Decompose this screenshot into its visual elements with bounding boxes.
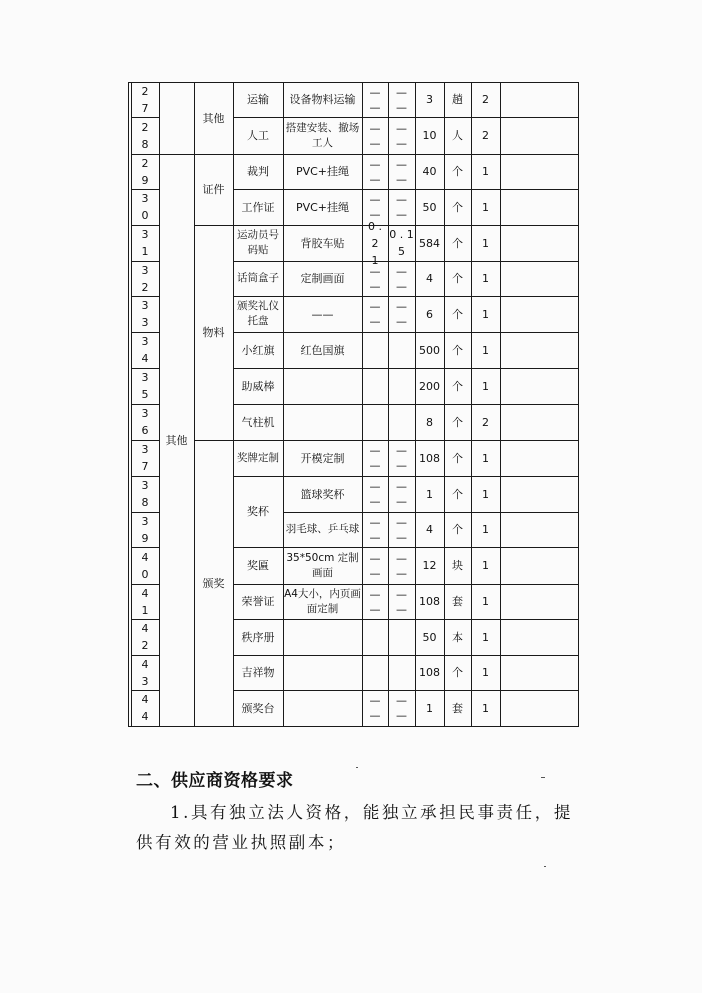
row-remark: [501, 333, 577, 367]
row-seq: 3 6: [141, 407, 149, 437]
row-unit: 块: [452, 559, 463, 572]
row-p2-dash: — —: [396, 157, 407, 186]
row-count: 1: [482, 559, 489, 572]
row-unit: 个: [452, 272, 463, 285]
row-spec: 设备物料运输: [289, 93, 356, 106]
row-count: 1: [482, 200, 489, 214]
row-p2: 0 . 1 5: [389, 228, 414, 258]
row-spec: 搭建安装、撤场工人: [285, 121, 360, 149]
row-count: 2: [482, 129, 489, 142]
row-p2-dash: — —: [396, 264, 407, 293]
row-qty: 1: [426, 487, 433, 501]
row-p1-empty: [363, 333, 387, 367]
row-spec: [284, 691, 361, 725]
table-rule: [128, 726, 579, 727]
scan-speck: [541, 777, 545, 778]
row-unit: 个: [452, 523, 463, 536]
row-seq: 3 8: [141, 479, 149, 509]
row-p1-empty: [363, 620, 387, 654]
row-p2-dash: — —: [396, 694, 407, 722]
row-remark: [501, 513, 577, 546]
row-spec: [284, 656, 361, 689]
row-spec: [284, 405, 361, 439]
section-heading: 二、供应商资格要求: [136, 771, 294, 791]
row-qty: 4: [426, 272, 433, 285]
row-unit: 个: [452, 487, 463, 501]
row-seq: 3 9: [141, 514, 149, 545]
row-seq: 3 0: [141, 192, 149, 222]
row-qty: 108: [419, 451, 440, 465]
row-unit: 个: [452, 236, 463, 250]
row-qty: 50: [422, 200, 437, 214]
row-p2-dash: — —: [396, 587, 407, 616]
row-remark: [501, 691, 577, 725]
row-qty: 40: [422, 165, 437, 178]
row-item: 运输: [247, 93, 269, 106]
row-item: 颁奖台: [241, 701, 275, 715]
row-spec: 35*50cm 定制画面: [286, 551, 359, 579]
row-qty: 12: [422, 559, 437, 572]
row-p1-dash: — —: [369, 551, 381, 580]
row-remark: [501, 155, 577, 188]
row-item: 秩序册: [241, 630, 275, 644]
row-remark: [501, 585, 577, 618]
row-p1-dash: — —: [369, 157, 381, 186]
row-count: 2: [482, 93, 489, 106]
row-p1-dash: — —: [369, 515, 381, 544]
table-rule: [128, 82, 129, 726]
row-unit: 套: [452, 701, 463, 715]
row-unit: 个: [452, 666, 463, 679]
subgroup-label-material: 物料: [202, 326, 225, 339]
row-item: 助威棒: [241, 379, 275, 393]
row-unit: 个: [452, 451, 463, 465]
row-count: 1: [482, 487, 489, 501]
row-spec: [284, 369, 361, 403]
row-spec: A4大小，内页画面定制: [284, 587, 361, 615]
row-qty: 108: [419, 666, 440, 679]
row-p1: 0 . 2 1: [368, 219, 382, 267]
row-unit: 个: [452, 343, 463, 357]
row-count: 1: [482, 523, 489, 536]
row-p2-dash: — —: [396, 300, 407, 328]
row-seq: 2 7: [141, 84, 149, 115]
row-count: 1: [482, 595, 489, 608]
row-spec: 开模定制: [300, 451, 345, 465]
row-qty: 108: [419, 595, 440, 608]
row-qty: 500: [419, 343, 440, 357]
subgroup-label-award: 颁奖: [202, 576, 225, 590]
row-unit: 人: [452, 129, 463, 142]
row-item: 奖牌定制: [237, 451, 279, 464]
row-spec: [284, 620, 361, 654]
row-qty: 4: [426, 523, 433, 536]
row-count: 1: [482, 666, 489, 679]
row-seq: 2 9: [141, 156, 149, 187]
row-p1-dash: — —: [369, 587, 381, 616]
row-spec: 背胶车贴: [300, 236, 345, 250]
row-p1-dash: — —: [369, 480, 381, 508]
row-remark: [501, 656, 577, 689]
row-seq: 4 3: [141, 657, 149, 688]
row-item: 吉祥物: [241, 666, 275, 679]
row-seq: 3 5: [141, 371, 149, 401]
row-count: 2: [482, 415, 489, 429]
row-unit: 个: [452, 379, 463, 393]
row-qty: 1: [426, 701, 433, 715]
row-p1-dash: — —: [369, 444, 381, 472]
row-unit: 个: [452, 165, 463, 178]
row-p2-empty: [389, 405, 414, 439]
row-p1-empty: [363, 656, 387, 689]
row-item: 奖匾: [247, 559, 269, 572]
row-p2-dash: — —: [396, 444, 407, 472]
row-count: 1: [482, 379, 489, 393]
row-unit: 个: [452, 415, 463, 429]
row-p2-dash: — —: [396, 85, 407, 114]
row-p1-dash: — —: [369, 85, 381, 114]
row-p2-empty: [389, 369, 414, 403]
row-seq: 3 1: [141, 228, 149, 258]
row-p2-dash: — —: [396, 480, 407, 508]
row-qty: 200: [419, 379, 440, 393]
row-remark: [501, 620, 577, 654]
row-unit: 趟: [452, 93, 463, 106]
row-seq: 4 4: [141, 693, 149, 723]
row-remark: [501, 441, 577, 475]
row-count: 1: [482, 451, 489, 465]
row-count: 1: [482, 343, 489, 357]
row-unit: 个: [452, 307, 463, 321]
table-rule: [578, 82, 579, 726]
row-unit: 个: [452, 200, 463, 214]
row-item: 小红旗: [241, 343, 275, 357]
scan-speck: [356, 767, 358, 768]
row-p1-empty: [363, 405, 387, 439]
row-item: 荣誉证: [241, 595, 275, 608]
row-item: 运动员号码贴: [237, 229, 279, 256]
row-remark: [501, 369, 577, 403]
row-count: 1: [482, 272, 489, 285]
row-item: 人工: [247, 129, 269, 142]
row-count: 1: [482, 165, 489, 178]
row-qty: 584: [419, 236, 440, 250]
subgroup-label-other: 其他: [202, 111, 225, 125]
row-seq: 4 2: [141, 622, 149, 652]
row-unit: 本: [452, 630, 463, 644]
group-label-main: 其他: [165, 433, 188, 447]
row-remark: [501, 477, 577, 511]
row-p1-empty: [363, 369, 387, 403]
row-item: 话筒盒子: [237, 272, 279, 284]
row-remark: [501, 262, 577, 295]
group-label-other: [160, 83, 193, 153]
row-p2-empty: [389, 333, 414, 367]
row-seq: 2 8: [141, 120, 149, 151]
row-spec: 羽毛球、乒乓球: [285, 523, 360, 535]
row-spec: PVC+挂绳: [295, 165, 350, 178]
row-spec: 红色国旗: [300, 343, 345, 357]
row-item: 颁奖礼仪托盘: [237, 300, 279, 327]
row-p2-empty: [389, 620, 414, 654]
row-qty: 6: [426, 307, 433, 321]
row-p1-dash: — —: [369, 121, 381, 150]
row-p2-dash: — —: [396, 515, 407, 544]
row-remark: [501, 83, 577, 116]
row-seq: 4 0: [141, 550, 149, 581]
row-p2-dash: — —: [396, 121, 407, 150]
row-seq: 4 1: [141, 586, 149, 617]
row-count: 1: [482, 236, 489, 250]
row-seq: 3 3: [141, 299, 149, 329]
row-remark: [501, 405, 577, 439]
row-qty: 3: [426, 93, 433, 106]
row-p2-empty: [389, 656, 414, 689]
row-remark: [501, 297, 577, 331]
row-spec: 定制画面: [300, 272, 345, 285]
row-item: 气柱机: [241, 415, 275, 429]
scan-speck: [544, 866, 546, 867]
row-qty: 50: [422, 630, 437, 644]
row-item: 裁判: [247, 165, 269, 178]
row-remark: [501, 190, 577, 224]
row-remark: [501, 118, 577, 153]
row-remark: [501, 548, 577, 583]
row-spec: PVC+挂绳: [295, 200, 350, 214]
row-spec: 篮球奖杯: [300, 487, 345, 501]
row-p1-dash: — —: [369, 264, 381, 293]
row-spec: ——: [311, 307, 334, 321]
row-item: 工作证: [241, 200, 275, 214]
row-qty: 10: [422, 129, 437, 142]
row-p1-dash: — —: [369, 300, 381, 328]
row-seq: 3 7: [141, 443, 149, 473]
row-seq: 3 4: [141, 335, 149, 365]
row-count: 1: [482, 630, 489, 644]
row-qty: 8: [426, 415, 433, 429]
row-p2-dash: — —: [396, 551, 407, 580]
row-unit: 套: [452, 595, 463, 608]
row-count: 1: [482, 701, 489, 715]
row-p2-dash: — —: [396, 193, 407, 221]
requirement-paragraph-1: 1.具有独立法人资格，能独立承担民事责任，提供有效的营业执照副本；: [136, 803, 573, 852]
row-remark: [501, 226, 577, 260]
row-p1-dash: — —: [369, 193, 381, 221]
row-seq: 3 2: [141, 263, 149, 294]
subgroup-label-cert: 证件: [202, 183, 225, 196]
row-count: 1: [482, 307, 489, 321]
row-p1-dash: — —: [369, 694, 381, 722]
row-item: 奖杯: [247, 505, 269, 518]
